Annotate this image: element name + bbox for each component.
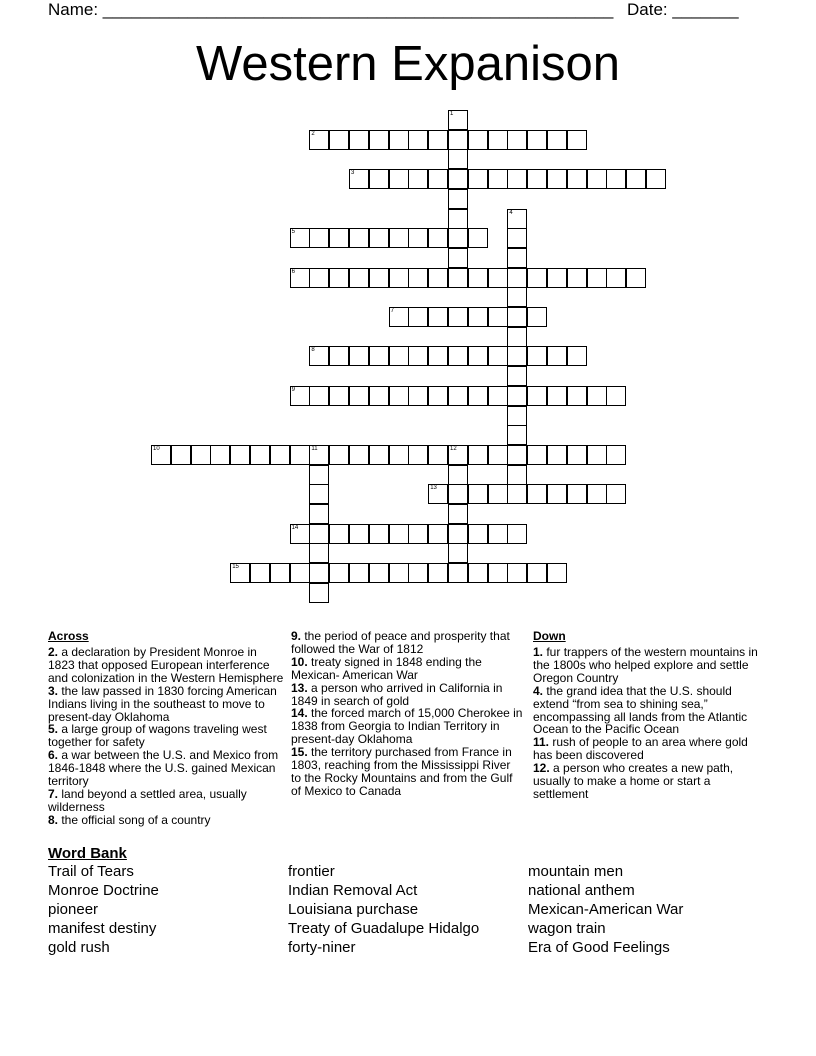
crossword-cell[interactable] — [527, 169, 547, 189]
crossword-cell[interactable] — [488, 268, 508, 288]
crossword-cell[interactable] — [606, 169, 626, 189]
crossword-cell[interactable] — [408, 563, 428, 583]
crossword-cell[interactable] — [250, 445, 270, 465]
crossword-cell[interactable] — [507, 307, 527, 327]
crossword-cell[interactable] — [507, 130, 527, 150]
clue-item — [48, 723, 284, 749]
crossword-cell[interactable] — [290, 386, 310, 406]
crossword-cell[interactable] — [646, 169, 666, 189]
crossword-cell[interactable] — [389, 228, 409, 248]
crossword-cell[interactable] — [369, 524, 389, 544]
crossword-cell[interactable] — [428, 563, 448, 583]
crossword-cell[interactable] — [329, 563, 349, 583]
clue-text: a large group of wagons traveling west together for safety — [48, 722, 267, 750]
crossword-cell[interactable] — [527, 307, 547, 327]
crossword-cell[interactable] — [468, 563, 488, 583]
crossword-cell[interactable] — [349, 228, 369, 248]
crossword-cell[interactable] — [349, 346, 369, 366]
crossword-cell[interactable] — [468, 307, 488, 327]
clue-text: land beyond a settled area, usually wilderness — [48, 786, 247, 814]
crossword-cell[interactable] — [488, 386, 508, 406]
crossword-cell[interactable] — [290, 524, 310, 544]
crossword-cell[interactable] — [309, 583, 329, 603]
crossword-cell[interactable] — [369, 445, 389, 465]
clue-item — [533, 736, 769, 762]
crossword-cell[interactable] — [448, 386, 468, 406]
crossword-cell[interactable] — [468, 386, 488, 406]
crossword-cell[interactable] — [428, 130, 448, 150]
crossword-cell[interactable] — [408, 228, 428, 248]
crossword-cell[interactable] — [329, 346, 349, 366]
clue-item — [291, 707, 523, 746]
word-bank-item: Era of Good Feelings — [528, 939, 670, 956]
crossword-cell[interactable] — [389, 268, 409, 288]
name-line[interactable]: Name: ______________________________________________________ — [48, 0, 614, 19]
crossword-cell[interactable] — [567, 268, 587, 288]
clue-item — [533, 685, 769, 737]
crossword-cell[interactable] — [448, 445, 468, 465]
crossword-cell[interactable] — [309, 484, 329, 504]
crossword-cell[interactable] — [468, 169, 488, 189]
crossword-cell[interactable] — [230, 445, 250, 465]
word-bank-item: Trail of Tears — [48, 863, 134, 880]
crossword-cell[interactable] — [488, 307, 508, 327]
crossword-cell[interactable] — [527, 563, 547, 583]
clue-number: 2. — [48, 645, 59, 659]
clue-number: 14. — [291, 706, 308, 721]
clue-item — [48, 646, 284, 685]
clue-number: 13. — [291, 680, 308, 695]
crossword-cell[interactable] — [448, 189, 468, 209]
crossword-cell[interactable] — [448, 307, 468, 327]
word-bank-item: gold rush — [48, 939, 110, 956]
crossword-cell[interactable] — [349, 524, 369, 544]
crossword-cell[interactable] — [488, 130, 508, 150]
crossword-cell[interactable] — [369, 346, 389, 366]
crossword-cell[interactable] — [527, 130, 547, 150]
crossword-cell[interactable] — [567, 346, 587, 366]
crossword-cell[interactable] — [527, 346, 547, 366]
crossword-cell[interactable] — [448, 169, 468, 189]
clue-text: a person who creates a new path, usually to make a home or start a settlement — [533, 761, 734, 801]
word-bank-item: Treaty of Guadalupe Hidalgo — [288, 920, 480, 937]
crossword-cell[interactable] — [468, 130, 488, 150]
crossword-cell[interactable] — [626, 169, 646, 189]
clue-number: 14 — [291, 524, 299, 531]
crossword-cell[interactable] — [507, 209, 527, 229]
crossword-cell[interactable] — [606, 445, 626, 465]
crossword-cell[interactable] — [507, 563, 527, 583]
crossword-cell[interactable] — [309, 563, 329, 583]
crossword-cell[interactable] — [408, 268, 428, 288]
crossword-cell[interactable] — [448, 110, 468, 130]
crossword-cell[interactable] — [547, 346, 567, 366]
crossword-cell[interactable] — [488, 563, 508, 583]
crossword-cell[interactable] — [309, 524, 329, 544]
clue-number: 6. — [48, 748, 59, 763]
crossword-cell[interactable] — [448, 563, 468, 583]
crossword-cell[interactable] — [428, 228, 448, 248]
crossword-cell[interactable] — [329, 268, 349, 288]
across-clues-continued — [291, 630, 523, 798]
across-heading: Across — [48, 629, 89, 643]
clue-item — [291, 682, 523, 708]
crossword-cell[interactable] — [448, 504, 468, 524]
crossword-cell[interactable] — [448, 248, 468, 268]
crossword-cell[interactable] — [606, 484, 626, 504]
crossword-cell[interactable] — [527, 484, 547, 504]
word-bank-column-2 — [288, 862, 479, 957]
word-bank-item: pioneer — [48, 901, 99, 918]
clue-number: 4. — [533, 683, 544, 698]
crossword-cell[interactable] — [428, 524, 448, 544]
clue-item — [48, 685, 284, 724]
crossword-cell[interactable] — [389, 346, 409, 366]
crossword-cell[interactable] — [369, 169, 389, 189]
crossword-cell[interactable] — [507, 248, 527, 268]
clue-number: 1 — [450, 111, 454, 117]
word-bank-item: manifest destiny — [48, 920, 157, 937]
crossword-cell[interactable] — [389, 169, 409, 189]
crossword-cell[interactable] — [468, 524, 488, 544]
crossword-cell[interactable] — [250, 563, 270, 583]
crossword-cell[interactable] — [428, 346, 448, 366]
crossword-cell[interactable] — [309, 504, 329, 524]
crossword-cell[interactable] — [488, 484, 508, 504]
crossword-cell[interactable] — [527, 445, 547, 465]
crossword-cell[interactable] — [507, 406, 527, 426]
word-bank-item: Mexican-American War — [528, 901, 684, 918]
clue-number: 9 — [291, 386, 295, 393]
word-bank-item: Louisiana purchase — [288, 901, 419, 918]
crossword-cell[interactable] — [309, 543, 329, 563]
crossword-cell[interactable] — [448, 524, 468, 544]
crossword-cell[interactable] — [488, 445, 508, 465]
clue-number: 12 — [450, 445, 457, 452]
crossword-cell[interactable] — [329, 228, 349, 248]
clue-number: 10. — [291, 654, 308, 669]
crossword-cell[interactable] — [507, 268, 527, 288]
crossword-cell[interactable] — [389, 445, 409, 465]
clue-number: 8. — [48, 812, 59, 827]
crossword-cell[interactable] — [468, 484, 488, 504]
clue-number: 8 — [311, 347, 315, 354]
clue-text: fur trappers of the western mountains in the 1800s who helped explore and settle Oregon Country — [533, 645, 758, 685]
crossword-cell[interactable] — [389, 130, 409, 150]
word-bank-item: national anthem — [528, 882, 635, 899]
across-clues — [48, 630, 284, 827]
word-bank-item: Indian Removal Act — [288, 882, 418, 899]
clue-item — [48, 788, 284, 814]
clue-number: 11 — [311, 445, 318, 452]
crossword-cell[interactable] — [309, 386, 329, 406]
clue-text: the forced march of 15,000 Cherokee in 1838 from Georgia to Indian Territory in present-day Oklahoma — [291, 706, 523, 747]
clue-item — [48, 749, 284, 788]
crossword-cell[interactable] — [329, 130, 349, 150]
crossword-cell[interactable] — [290, 228, 310, 248]
crossword-cell[interactable] — [349, 268, 369, 288]
down-heading: Down — [533, 629, 566, 643]
word-bank-title: Word Bank — [48, 845, 127, 862]
crossword-cell[interactable] — [507, 228, 527, 248]
crossword-cell[interactable] — [369, 386, 389, 406]
crossword-cell[interactable] — [309, 228, 329, 248]
crossword-cell[interactable] — [587, 169, 607, 189]
crossword-cell[interactable] — [547, 169, 567, 189]
crossword-cell[interactable] — [369, 563, 389, 583]
crossword-cell[interactable] — [428, 386, 448, 406]
crossword-cell[interactable] — [210, 445, 230, 465]
crossword-cell[interactable] — [547, 130, 567, 150]
crossword-cell[interactable] — [468, 268, 488, 288]
crossword-cell[interactable] — [270, 563, 290, 583]
page-title: Western Expanison — [196, 37, 620, 91]
crossword-cell[interactable] — [468, 445, 488, 465]
crossword-cell[interactable] — [408, 386, 428, 406]
crossword-cell[interactable] — [448, 268, 468, 288]
crossword-cell[interactable] — [507, 287, 527, 307]
crossword-cell[interactable] — [408, 445, 428, 465]
clue-text: rush of people to an area where gold has been discovered — [533, 735, 748, 763]
crossword-cell[interactable] — [567, 130, 587, 150]
crossword-cell[interactable] — [587, 268, 607, 288]
crossword-cell[interactable] — [290, 268, 310, 288]
crossword-cell[interactable] — [567, 169, 587, 189]
crossword-cell[interactable] — [567, 445, 587, 465]
date-line[interactable]: Date: _______ — [627, 0, 739, 19]
crossword-cell[interactable] — [448, 465, 468, 485]
word-bank-item: frontier — [288, 863, 335, 880]
crossword-cell[interactable] — [408, 524, 428, 544]
crossword-cell[interactable] — [349, 386, 369, 406]
crossword-cell[interactable] — [389, 386, 409, 406]
crossword-cell[interactable] — [290, 563, 310, 583]
clue-text: the law passed in 1830 forcing American Indians living in the southeast to move to present-day Oklahoma — [48, 683, 277, 724]
word-bank-item: Monroe Doctrine — [48, 882, 159, 899]
crossword-cell[interactable] — [389, 563, 409, 583]
crossword-cell[interactable] — [606, 268, 626, 288]
crossword-cell[interactable] — [606, 386, 626, 406]
word-bank-item: wagon train — [528, 920, 606, 937]
crossword-cell[interactable] — [448, 346, 468, 366]
crossword-cell[interactable] — [448, 149, 468, 169]
crossword-cell[interactable] — [468, 228, 488, 248]
crossword-cell[interactable] — [428, 484, 448, 504]
clue-number: 3 — [351, 170, 355, 177]
crossword-cell[interactable] — [428, 307, 448, 327]
clue-number: 10 — [153, 445, 160, 452]
crossword-cell[interactable] — [389, 307, 409, 327]
crossword-cell[interactable] — [567, 484, 587, 504]
crossword-cell[interactable] — [329, 386, 349, 406]
crossword-cell[interactable] — [448, 130, 468, 150]
clue-text: a declaration by President Monroe in 1823 that opposed European interference and colonization in the Western Hemisphere — [48, 645, 284, 685]
crossword-cell[interactable] — [507, 425, 527, 445]
crossword-cell[interactable] — [428, 169, 448, 189]
clue-number: 15. — [291, 745, 308, 760]
crossword-cell[interactable] — [488, 346, 508, 366]
crossword-cell[interactable] — [507, 346, 527, 366]
clue-text: the grand idea that the U.S. should extend “from sea to shining sea,” encompassing all lands from the Atlantic Ocean to the Pacific Ocean — [533, 683, 748, 737]
crossword-cell[interactable] — [309, 465, 329, 485]
clue-number: 9. — [291, 629, 302, 643]
word-bank-item: forty-niner — [288, 939, 356, 956]
clue-item — [533, 762, 769, 801]
crossword-cell[interactable] — [527, 386, 547, 406]
crossword-cell[interactable] — [507, 327, 527, 347]
crossword-cell[interactable] — [309, 130, 329, 150]
crossword-cell[interactable] — [448, 543, 468, 563]
clue-number: 7. — [48, 786, 59, 801]
crossword-cell[interactable] — [587, 484, 607, 504]
clue-item — [291, 656, 523, 682]
word-bank-column-3 — [528, 862, 683, 957]
clue-number: 3. — [48, 683, 59, 698]
crossword-cell[interactable] — [408, 130, 428, 150]
clue-number: 11. — [533, 735, 550, 750]
clue-number: 13 — [430, 485, 437, 492]
clue-text: a person who arrived in California in 1849 in search of gold — [291, 680, 503, 708]
clue-text: the period of peace and prosperity that followed the War of 1812 — [291, 629, 510, 656]
crossword-cell[interactable] — [587, 386, 607, 406]
clue-number: 15 — [232, 564, 239, 571]
crossword-cell[interactable] — [309, 268, 329, 288]
crossword-cell[interactable] — [507, 366, 527, 386]
crossword-cell[interactable] — [567, 386, 587, 406]
crossword-cell[interactable] — [428, 268, 448, 288]
crossword-cell[interactable] — [408, 169, 428, 189]
crossword-cell[interactable] — [626, 268, 646, 288]
clue-item — [48, 814, 284, 827]
crossword-cell[interactable] — [468, 346, 488, 366]
clue-text: the territory purchased from France in 1803, reaching from the Mississippi River to the Rocky Mountains and from the Gulf of Mexico to Canada — [291, 745, 513, 798]
crossword-cell[interactable] — [488, 524, 508, 544]
clue-number: 7 — [390, 308, 394, 314]
down-clues — [533, 630, 769, 801]
crossword-cell[interactable] — [507, 465, 527, 485]
crossword-cell[interactable] — [349, 130, 369, 150]
crossword-cell[interactable] — [171, 445, 191, 465]
crossword-cell[interactable] — [547, 445, 567, 465]
crossword-cell[interactable] — [329, 524, 349, 544]
word-bank-item: mountain men — [528, 863, 624, 880]
crossword-cell[interactable] — [389, 524, 409, 544]
clue-item — [533, 646, 769, 685]
crossword-cell[interactable] — [309, 445, 329, 465]
crossword-cell[interactable] — [369, 228, 389, 248]
clue-number: 1. — [533, 645, 544, 659]
clue-number: 5 — [291, 229, 295, 236]
clue-item — [291, 630, 523, 656]
crossword-cell[interactable] — [448, 484, 468, 504]
crossword-cell[interactable] — [290, 445, 310, 465]
crossword-cell[interactable] — [507, 484, 527, 504]
crossword-cell[interactable] — [151, 445, 171, 465]
clue-text: a war between the U.S. and Mexico from 1846-1848 where the U.S. gained Mexican territory — [48, 748, 279, 789]
crossword-cell[interactable] — [408, 307, 428, 327]
crossword-cell[interactable] — [547, 268, 567, 288]
crossword-cell[interactable] — [369, 268, 389, 288]
crossword-cell[interactable] — [448, 209, 468, 229]
crossword-cell[interactable] — [369, 130, 389, 150]
crossword-cell[interactable] — [329, 445, 349, 465]
crossword-cell[interactable] — [448, 228, 468, 248]
crossword-cell[interactable] — [349, 563, 369, 583]
crossword-cell[interactable] — [547, 484, 567, 504]
crossword-cell[interactable] — [230, 563, 250, 583]
clue-item — [291, 746, 523, 798]
crossword-cell[interactable] — [408, 346, 428, 366]
clue-number: 12. — [533, 761, 550, 776]
crossword-cell[interactable] — [349, 169, 369, 189]
word-bank-column-1 — [48, 862, 159, 957]
crossword-cell[interactable] — [488, 169, 508, 189]
crossword-cell[interactable] — [507, 386, 527, 406]
clue-number: 5. — [48, 722, 59, 737]
crossword-cell[interactable] — [270, 445, 290, 465]
clue-number: 6 — [291, 268, 295, 275]
crossword-cell[interactable] — [527, 268, 547, 288]
crossword-cell[interactable] — [547, 563, 567, 583]
clue-text: the official song of a country — [58, 812, 211, 827]
crossword-cell[interactable] — [507, 445, 527, 465]
crossword-cell[interactable] — [587, 445, 607, 465]
clue-number: 4 — [509, 209, 513, 216]
crossword-cell[interactable] — [547, 386, 567, 406]
crossword-cell[interactable] — [507, 169, 527, 189]
crossword-cell[interactable] — [507, 524, 527, 544]
crossword-cell[interactable] — [191, 445, 211, 465]
clue-text: treaty signed in 1848 ending the Mexican- American War — [291, 654, 482, 682]
crossword-cell[interactable] — [428, 445, 448, 465]
clue-number: 2 — [311, 130, 315, 137]
crossword-cell[interactable] — [309, 346, 329, 366]
crossword-cell[interactable] — [349, 445, 369, 465]
